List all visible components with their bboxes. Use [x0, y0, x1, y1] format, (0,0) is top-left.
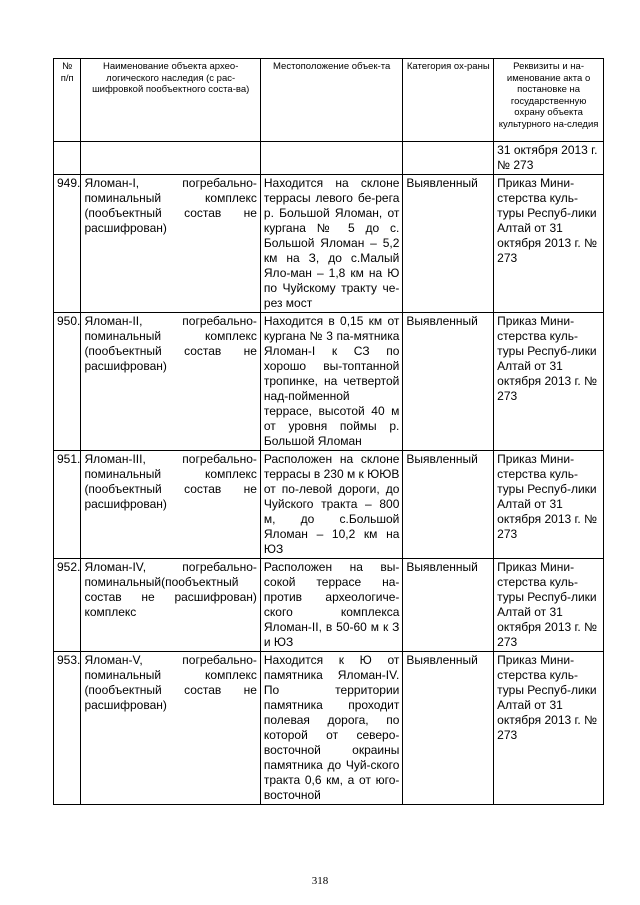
table-row: [54, 451, 604, 559]
cell-empty: [260, 142, 403, 175]
cell-category: Выявленный: [403, 313, 494, 451]
cell-number: 950.: [54, 313, 81, 451]
heritage-registry-table: [53, 58, 604, 805]
cell-object-name: Яломан-V, погребально-поминальный комплекс (пообъектный состав не расшифрован): [81, 652, 260, 805]
header-act-details: Реквизиты и на-именование акта о постановке на государственную охрану объекта культурного на-следия: [494, 59, 604, 142]
table-row: [54, 652, 604, 805]
cell-number: 952.: [54, 559, 81, 652]
cell-location: Расположен на склоне террасы в 230 м к ЮЮВ от по-левой дороги, до Чуйского тракта – 800 м, до с.Большой Яломан – 10,2 км на ЮЗ: [260, 451, 403, 559]
cell-empty: [54, 142, 81, 175]
table-header-row: [54, 59, 604, 142]
cell-act: Приказ Мини-стерства куль-туры Респуб-лики Алтай от 31 октября 2013 г. № 273: [494, 313, 604, 451]
cell-category: Выявленный: [403, 451, 494, 559]
cell-category: Выявленный: [403, 559, 494, 652]
header-number: № п/п: [54, 59, 81, 142]
table-row: [54, 313, 604, 451]
cell-number: 949.: [54, 175, 81, 313]
cell-act: Приказ Мини-стерства куль-туры Респуб-лики Алтай от 31 октября 2013 г. № 273: [494, 175, 604, 313]
cell-object-name: Яломан-II, погребально-поминальный комплекс (пообъектный состав не расшифрован): [81, 313, 260, 451]
header-location: Местоположение объек-та: [260, 59, 403, 142]
cell-location: Находится в 0,15 км от кургана № 3 па-мятника Яломан-I к СЗ по хорошо вы-топтанной тропинке, на четвертой над-пойменной террасе, высотой 40 м от уровня поймы р. Большой Яломан: [260, 313, 403, 451]
cell-act: Приказ Мини-стерства куль-туры Респуб-лики Алтай от 31 октября 2013 г. № 273: [494, 652, 604, 805]
cell-number: 953.: [54, 652, 81, 805]
header-protection-category: Категория ох-раны: [403, 59, 494, 142]
header-object-name: Наименование объекта архео-логического наследия (с рас-шифровкой пообъектного соста-ва): [81, 59, 260, 142]
cell-empty: [81, 142, 260, 175]
cell-act: Приказ Мини-стерства куль-туры Респуб-лики Алтай от 31 октября 2013 г. № 273: [494, 451, 604, 559]
cell-empty: [403, 142, 494, 175]
table-row-continuation: [54, 142, 604, 175]
cell-category: Выявленный: [403, 652, 494, 805]
cell-location: Находится на склоне террасы левого бе-рега р. Большой Яломан, от кургана № 5 до с. Большой Яломан – 5,2 км на З, до с.Малый Яло-ман – 1,8 км на Ю по Чуйскому тракту че-рез мост: [260, 175, 403, 313]
cell-act-continuation: 31 октября 2013 г. № 273: [494, 142, 604, 175]
cell-object-name: Яломан-I, погребально-поминальный комплекс (пообъектный состав не расшифрован): [81, 175, 260, 313]
cell-category: Выявленный: [403, 175, 494, 313]
cell-object-name: Яломан-IV, погребально-поминальный(пообъектный состав не расшифрован) комплекс: [81, 559, 260, 652]
page-number: 318: [311, 875, 329, 887]
cell-act: Приказ Мини-стерства куль-туры Респуб-лики Алтай от 31 октября 2013 г. № 273: [494, 559, 604, 652]
table-row: [54, 175, 604, 313]
cell-location: Находится к Ю от памятника Яломан-IV. По территории памятника проходит полевая дорога, по которой от северо-восточной окраины памятника до Чуй-ского тракта 0,6 км, а от юго-восточной: [260, 652, 403, 805]
table-row: [54, 559, 604, 652]
cell-location: Расположен на вы-сокой террасе на-против археологиче-ского комплекса Яломан-II, в 50-60 м к З и ЮЗ: [260, 559, 403, 652]
cell-object-name: Яломан-III, погребально-поминальный комплекс (пообъектный состав не расшифрован): [81, 451, 260, 559]
cell-number: 951.: [54, 451, 81, 559]
